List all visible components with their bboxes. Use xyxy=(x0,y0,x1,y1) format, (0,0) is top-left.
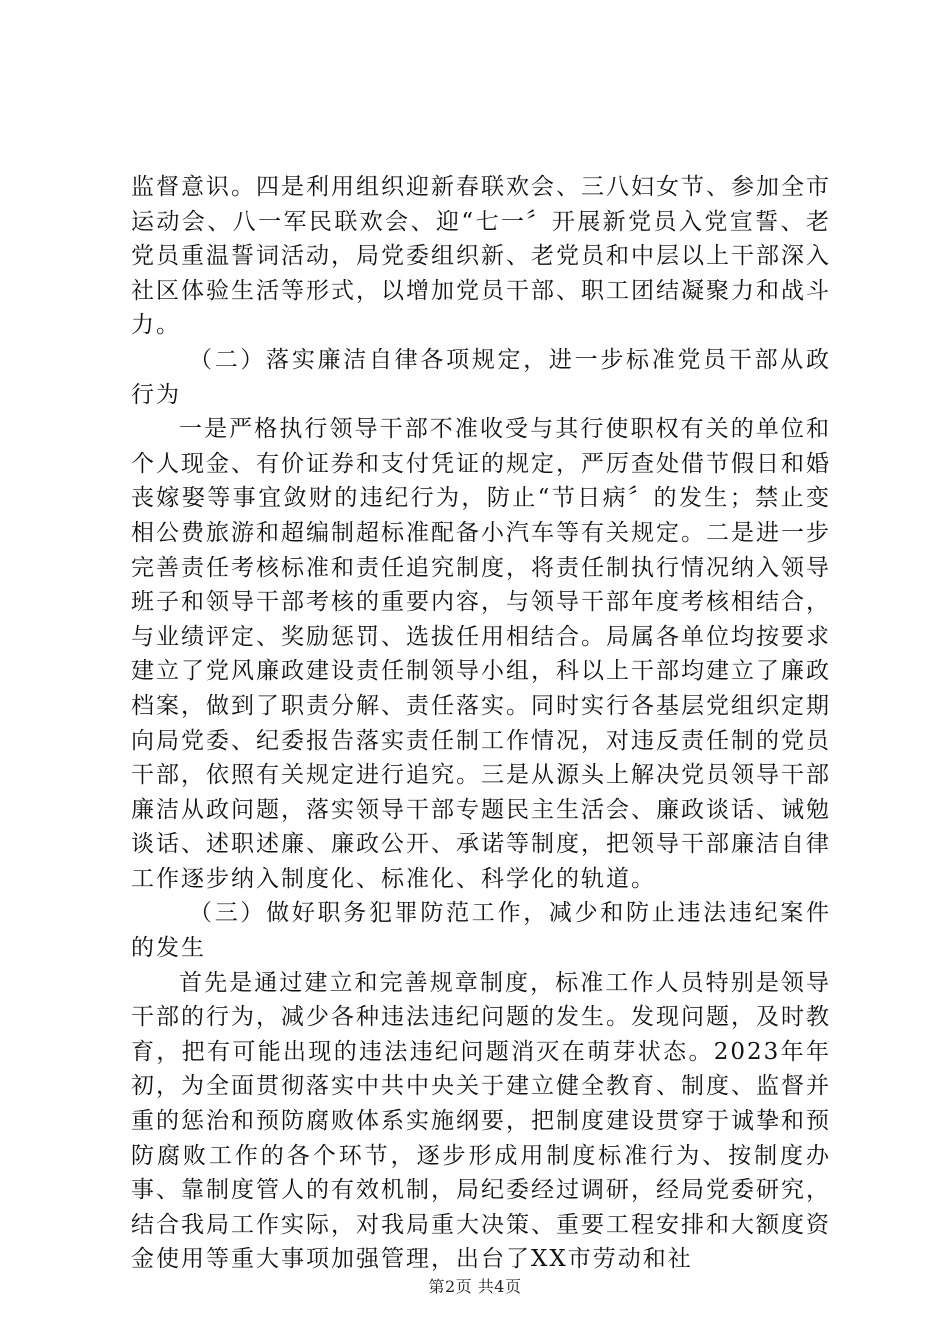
section-heading-2: （二）落实廉洁自律各项规定，进一步标准党员干部从政行为 xyxy=(131,346,831,408)
page-footer: 第2页 共4页 xyxy=(428,1277,522,1296)
section-heading-3: （三）做好职务犯罪防范工作，减少和防止违法违纪案件的发生 xyxy=(131,900,831,962)
paragraph-crime-prevention: 首先是通过建立和完善规章制度，标准工作人员特别是领导干部的行为，减少各种违法违纪问题的发生。发现问题，及时教育，把有可能出现的违法违纪问题消灭在萌芽状态。2023年年初，为全面贯彻落实中共中央关于建立健全教育、制度、监督并重的惩治和预防腐败体系实施纲要，把制度建设贯穿于诚挚和预防腐败工作的各个环节，逐步形成用制度标准行为、按制度办事、靠制度管人的有效机制，局纪委经过调研，经局党委研究，结合我局工作实际，对我局重大决策、重要工程安排和大额度资金使用等重大事项加强管理，出台了XX市劳动和社 xyxy=(131,969,831,1273)
paragraph-continuation: 监督意识。四是利用组织迎新春联欢会、三八妇女节、参加全市运动会、八一军民联欢会、迎“七一〞开展新党员入党宣誓、老党员重温誓词活动，局党委组织新、老党员和中层以上干部深入社区体验生活等形式，以增加党员干部、职工团结凝聚力和战斗力。 xyxy=(131,174,831,339)
paragraph-integrity-rules: 一是严格执行领导干部不准收受与其行使职权有关的单位和个人现金、有价证券和支付凭证的规定，严厉查处借节假日和婚丧嫁娶等事宜敛财的违纪行为，防止“节日病〞的发生；禁止变相公费旅游和超编制超标准配备小汽车等有关规定。二是进一步完善责任考核标准和责任追究制度，将责任制执行情况纳入领导班子和领导干部考核的重要内容，与领导干部年度考核相结合，与业绩评定、奖励惩罚、选拔任用相结合。局属各单位均按要求建立了党风廉政建设责任制领导小组，科以上干部均建立了廉政档案，做到了职责分解、责任落实。同时实行各基层党组织定期向局党委、纪委报告落实责任制工作情况，对违反责任制的党员干部，依照有关规定进行追究。三是从源头上解决党员领导干部廉洁从政问题，落实领导干部专题民主生活会、廉政谈话、诫勉谈话、述职述廉、廉政公开、承诺等制度，把领导干部廉洁自律工作逐步纳入制度化、标准化、科学化的轨道。 xyxy=(131,416,831,892)
document-body xyxy=(131,170,831,1277)
